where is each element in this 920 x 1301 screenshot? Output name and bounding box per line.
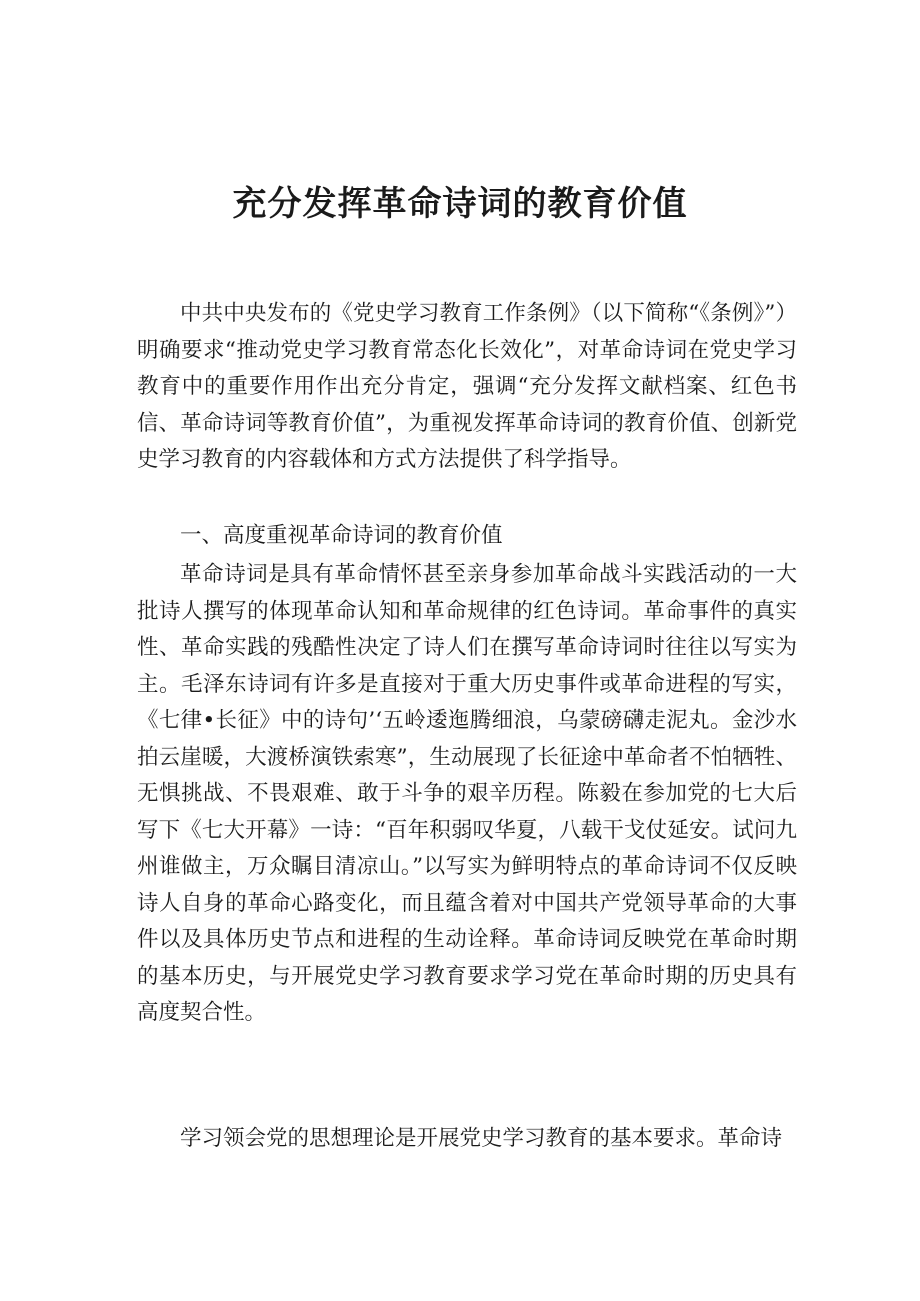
intro-block	[137, 296, 797, 479]
intro-paragraph: 中共中央发布的《党史学习教育工作条例》（以下简称“《条例》”）明确要求“推动党史学习教育常态化长效化”，对革命诗词在党史学习教育中的重要作用作出充分肯定，强调“充分发挥文献档案、红色书信、革命诗词等教育价值”，为重视发挥革命诗词的教育价值、创新党史学习教育的内容载体和方式方法提供了科学指导。	[137, 301, 797, 472]
body-paragraph: 革命诗词是具有革命情怀甚至亲身参加革命战斗实践活动的一大批诗人撰写的体现革命认知和革命规律的红色诗词。革命事件的真实性、革命实践的残酷性决定了诗人们在撰写革命诗词时往往以写实为主。毛泽东诗词有许多是直接对于重大历史事件或革命进程的写实，《七律•长征》中的诗句’‘五岭逶迤腾细浪，乌蒙磅礴走泥丸。金沙水拍云崖暖，大渡桥演铁索寒”，生动展现了长征途中革命者不怕牺牲、无惧挑战、不畏艰难、敢于斗争的艰辛历程。陈毅在参加党的七大后写下《七大开幕》一诗：“百年积弱叹华夏，八载干戈仗延安。试问九州谁做主，万众瞩目清凉山。”以写实为鲜明特点的革命诗词不仅反映诗人自身的革命心路变化，而且蕴含着对中国共产党领导革命的大事件以及具体历史节点和进程的生动诠释。革命诗词反映党在革命时期的基本历史，与开展党史学习教育要求学习党在革命时期的历史具有高度契合性。	[137, 562, 797, 1025]
section-1-heading-block	[137, 516, 797, 556]
section-1-body-block	[137, 557, 797, 1032]
body-paragraph-2: 学习领会党的思想理论是开展党史学习教育的基本要求。革命诗	[180, 1126, 783, 1151]
document-title: 充分发挥革命诗词的教育价值	[232, 184, 688, 224]
section-heading: 一、高度重视革命诗词的教育价值	[180, 523, 503, 548]
section-1-body-block-2	[137, 1121, 797, 1158]
